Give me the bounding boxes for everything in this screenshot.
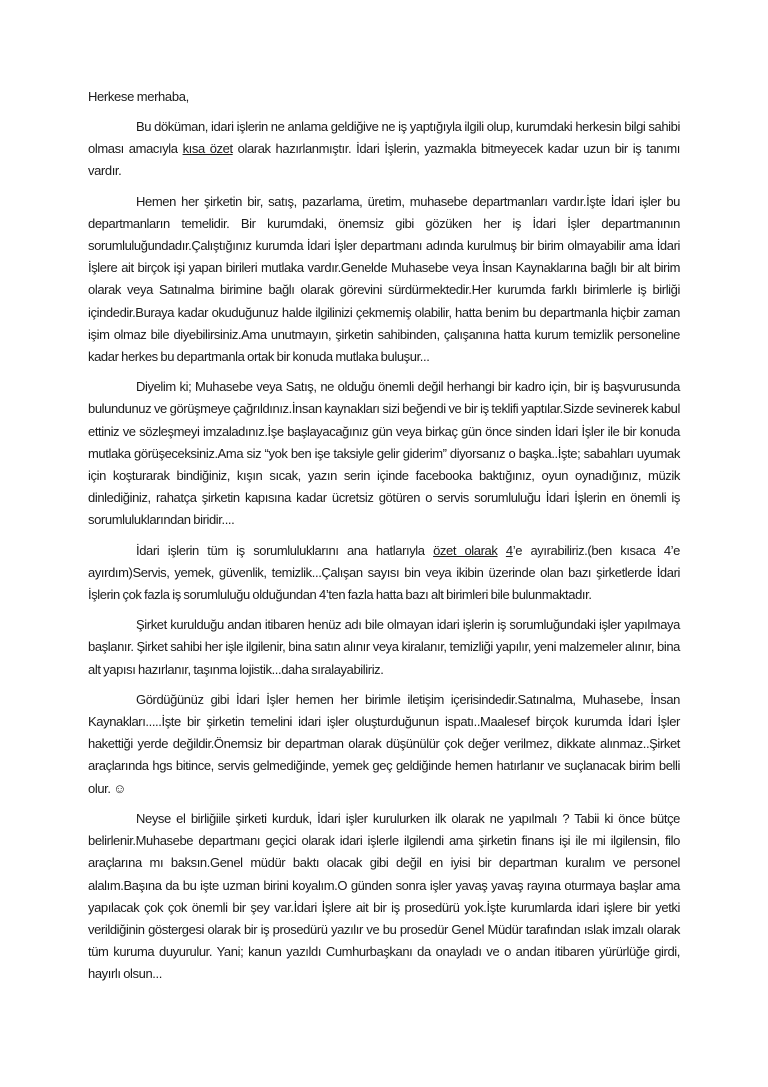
paragraph-responsibilities — [88, 540, 680, 607]
text-span: ’e ayırabiliriz.(ben kısaca 4’e ayırdım)Servis, yemek, güvenlik, temizlik...Çalışan sayısı bin veya ikibin üzerinde olan bazı şirketlerde İdari İşlerin çok fazla iş sorumluluğu olduğundan 4’ten fazla hatta bazı alt birimleri bile bulunmaktadır. — [88, 542, 680, 603]
paragraph-founding: Şirket kurulduğu andan itibaren henüz adı bile olmayan idari işlerin iş sorumluğundaki işler yapılmaya başlanır. Şirket sahibi her işle ilgilenir, bina satın alınır veya kiralanır, temizliği yapılır, yeni malzemeler alınır, bina alt yapısı hazırlanır, taşınma lojistik...daha sıralayabiliriz. — [88, 617, 680, 677]
underlined-number: 4 — [505, 542, 513, 558]
paragraph-procedure: Neyse el birliğiile şirketi kurduk, İdari işler kurulurken ilk olarak ne yapılmalı ? Tabii ki önce bütçe belirlenir.Muhasebe departmanı geçici olarak idari işlerle ilgilendi ama şirketin finans işi ile mi ilgilensin, filo araçlarına mı baksın.Genel müdür baktı olacak gibi değil en iyisi bir departman kuralım ve personel alalım.Başına da bu işte uzman birini koyalım.O günden sonra işler yavaş yavaş rayına oturmaya başlar ama yapılacak çok çok önemli bir şey var.İdari İşlere ait bir iş prosedürü yok.İşte kurumlarda idari işlere bir yetki verildiğinin göstergesi olarak bir iş prosedürü yazılır ve bu prosedür Genel Müdür tarafından ıslak imzalı olarak tüm kuruma duyurulur. Yani; kanun yazıldı Cumhurbaşkanı da onayladı ve o andan itibaren yürürlüğe girdi, hayırlı olsun... — [88, 810, 680, 982]
text-span: Bu döküman, idari işlerin ne anlama geldiğive ne iş yaptığıyla ilgili olup, kurumdaki herkesin bilgi sahibi olması amacıyla — [88, 119, 680, 157]
paragraph-departments: Hemen her şirketin bir, satış, pazarlama, üretim, muhasebe departmanları vardır.İşte İdari işler bu departmanların temelidir. Bir kurumdaki, önemsiz gibi gözüken her iş İdari İşler departmanının sorumluluğundadır.Çalıştığınız kurumda İdari İşler departmanı adında kurulmuş bir birim olmayabilir ama İdari İşlere ait birçok işi yapan birileri mutlaka vardır.Genelde Muhasebe veya İnsan Kaynaklarına bağlı bir alt birim olarak veya Satınalma birimine bağlı olarak görevini sürdürmektedir.Her kurumda farklı birimlerle iş birliği içindedir.Buraya kadar okuduğunuz halde ilgilinizi çekmemiş olabilir, hatta benim bu departmanla hiçbir zaman işim olmaz bile diyebilirsiniz.Ama unutmayın, şirketin sahibinden, çalışanına hatta kurum temizlik personeline kadar herkes bu departmanla ortak bir konuda mutlaka buluşur... — [88, 193, 680, 365]
paragraph-communication: Gördüğünüz gibi İdari İşler hemen her birimle iletişim içerisindedir.Satınalma, Muhasebe, İnsan Kaynakları.....İşte bir şirketin temelini idari işler oluşturduğunun ispatı..Maalesef birçok kurumda İdari İşler hakettiği yerde değildir.Önemsiz bir departman olarak düşünülür çok değer verilmez, dikkate alınmaz..Şirket araçlarında hgs bitince, servis gelmediğinde, yemek geç geldiğinde hemen hatırlanır ve suçlanacak birim belli olur. ☺ — [88, 691, 680, 796]
greeting: Herkese merhaba, — [88, 89, 189, 104]
paragraph-intro — [88, 116, 680, 183]
paragraph-example: Diyelim ki; Muhasebe veya Satış, ne olduğu önemli değil herhangi bir kadro için, bir iş başvurusunda bulundunuz ve görüşmeye çağrıldınız.İnsan kaynakları sizi beğendi ve bir iş teklifi yaptılar.Sizde sevinerek kabul ettiniz ve sözleşmeyi imzaladınız.İşe başlayacağınız gün veya birkaç gün önce sinden İdari İşler ile bir konuda mutlaka görüşeceksiniz.Ama siz “yok ben işe taksiyle gelir giderim” diyorsanız o başka..İşte; sabahları uyumak için koşturarak bindiğiniz, kışın sıcak, yazın serin içinde facebooka baktığınız, oyun oynadığınız, müzik dinlediğiniz, rahatça şirketin kapısına kadar ücretsiz götüren o servis sorumluluğu İdari İşlerin en önemli iş sorumluluklarından biridir.... — [88, 379, 680, 528]
text-span — [497, 543, 505, 558]
underlined-phrase: özet olarak — [433, 542, 498, 558]
text-span: İdari işlerin tüm iş sorumluluklarını ana hatlarıyla — [136, 542, 434, 558]
text-span: olarak hazırlanmıştır. İdari İşlerin, yazmakla bitmeyecek kadar uzun bir iş tanımı vardır. — [88, 141, 680, 179]
underlined-phrase: kısa özet — [182, 141, 233, 157]
